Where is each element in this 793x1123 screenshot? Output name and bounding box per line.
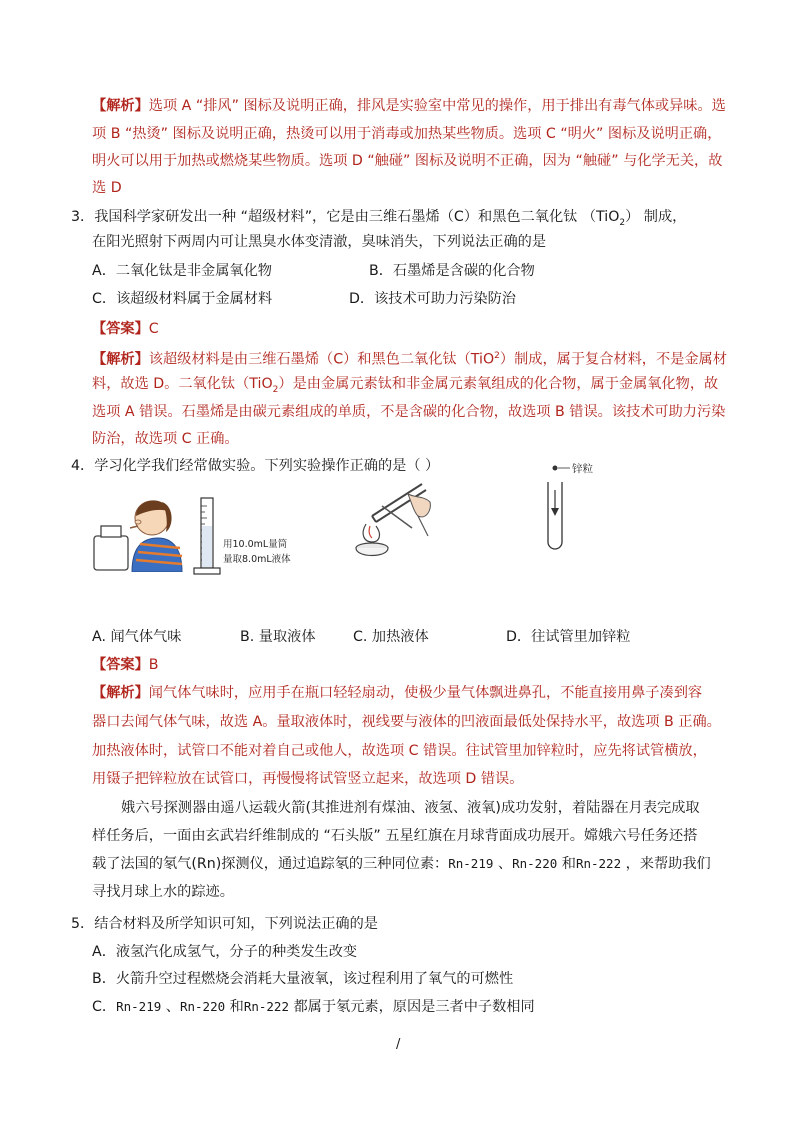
q4-analysis-line-2: 器口去闻气体气味，故选 A。量取液体时，视线要与液体的凹液面最低处保持水平，故选项 B 正确。 (92, 714, 721, 730)
smelling-gas-figure (92, 488, 184, 572)
q3-answer: 【答案】C (92, 321, 159, 337)
zinc-granule-icon (553, 466, 558, 471)
passage-line-3: 载了法国的氡气(Rn)探测仪，通过追踪氡的三种同位素：Rn-219 、Rn-220 和Rn-222 ，来帮助我们 (92, 856, 711, 872)
q5-option-c: C．Rn-219 、Rn-220 和Rn-222 都属于氡元素，原因是三者中子数相同 (92, 999, 535, 1015)
q4-analysis-line-4: 用镊子把锌粒放在试管口，再慢慢将试管竖立起来，故选项 D 错误。 (92, 771, 524, 787)
q5-option-a: A．液氢汽化成氢气，分子的种类发生改变 (92, 944, 358, 960)
q4-option-c: C. 加热液体 (353, 629, 429, 645)
q3-stem-line-2: 在阳光照射下两周内可让黑臭水体变清澈，臭味消失，下列说法正确的是 (92, 234, 547, 250)
q4-number: 4． (71, 458, 95, 474)
heating-liquid-figure (342, 476, 438, 562)
page-number: / (396, 1037, 401, 1052)
q5-number: 5． (71, 916, 95, 932)
q4-option-a: A. 闻气体气味 (92, 629, 182, 645)
q4-answer: 【答案】B (92, 657, 159, 673)
q3-analysis-line-2: 料，故选 D。二氧化钛（TiO$_2$）是由金属元素钛和非金属元素氧组成的化合物，属于金属氧化物，故 (92, 376, 719, 395)
passage-line-2: 样任务后，一面由玄武岩纤维制成的 “石头版” 五星红旗在月球背面成功展开。嫦娥六号任务还搭 (92, 828, 698, 844)
q5-option-b: B．火箭升空过程燃烧会消耗大量液氧，该过程利用了氧气的可燃性 (92, 971, 514, 987)
cylinder-caption-line-1: 用10.0mL量筒 (223, 539, 288, 550)
graduated-cylinder-figure (192, 496, 222, 576)
q3-analysis-line-1: 【解析】该超级材料是由三维石墨烯（C）和黑色二氧化钛（TiO$^2$）制成，属于复合材料，不是金属材 (92, 351, 727, 368)
passage-line-4: 寻找月球上水的踪迹。 (92, 884, 234, 900)
q3-number: 3． (71, 209, 95, 225)
q4-analysis-line-3: 加热液体时，试管口不能对着自己或他人，故选项 C 错误。往试管里加锌粒时，应先将试管横放， (92, 743, 707, 759)
q3-analysis-line-4: 防治，故选项 C 正确。 (92, 431, 239, 447)
q2-analysis-line-3: 明火可以用于加热或燃烧某些物质。选项 D “触碰” 图标及说明不正确，因为 “触碰” 与化学无关，故 (92, 153, 723, 169)
q3-option-c: C．该超级材料属于金属材料 (92, 291, 273, 307)
q4-analysis-line-1: 【解析】闻气体气味时，应用手在瓶口轻轻扇动，使极少量气体飘进鼻孔，不能直接用鼻子凑到容 (92, 685, 703, 701)
q4-option-d: D．往试管里加锌粒 (506, 629, 631, 645)
q4-stem: 4．学习化学我们经常做实验。下列实验操作正确的是（ ） (71, 458, 440, 474)
cylinder-caption-line-2: 量取8.0mL液体 (223, 554, 291, 565)
q2-analysis-line-1: 【解析】选项 A “排风” 图标及说明正确，排风是实验室中常见的操作，用于排出有毒气体或异味。选 (92, 98, 726, 114)
passage-line-1: 娥六号探测器由遥八运载火箭(其推进剂有煤油、液氢、液氧)成功发射，着陆器在月表完成取 (121, 800, 700, 816)
q3-analysis-line-3: 选项 A 错误。石墨烯是由碳元素组成的单质，不是含碳的化合物，故选项 B 错误。该技术可助力污染 (92, 404, 726, 420)
q2-analysis-line-2: 项 B “热烫” 图标及说明正确，热烫可以用于消毒或加热某些物质。选项 C “明火” 图标及说明正确， (92, 126, 722, 142)
q4-option-b: B. 量取液体 (240, 629, 316, 645)
q5-stem: 5．结合材料及所学知识可知，下列说法正确的是 (71, 916, 378, 932)
q3-option-d: D．该技术可助力污染防治 (349, 291, 516, 307)
q3-option-a: A．二氧化钛是非金属氧化物 (92, 263, 272, 279)
analysis-tag: 【解析】 (92, 98, 149, 114)
q2-analysis-line-4: 选 D (92, 180, 122, 196)
q3-stem-line-1: 3．我国科学家研发出一种 “超级材料”，它是由三维石墨烯（C）和黑色二氧化钛 （TiO$_2$） 制成， (71, 209, 687, 228)
zinc-label: 锌粒 (572, 463, 593, 475)
q3-option-b: B．石墨烯是含碳的化合物 (369, 263, 535, 279)
